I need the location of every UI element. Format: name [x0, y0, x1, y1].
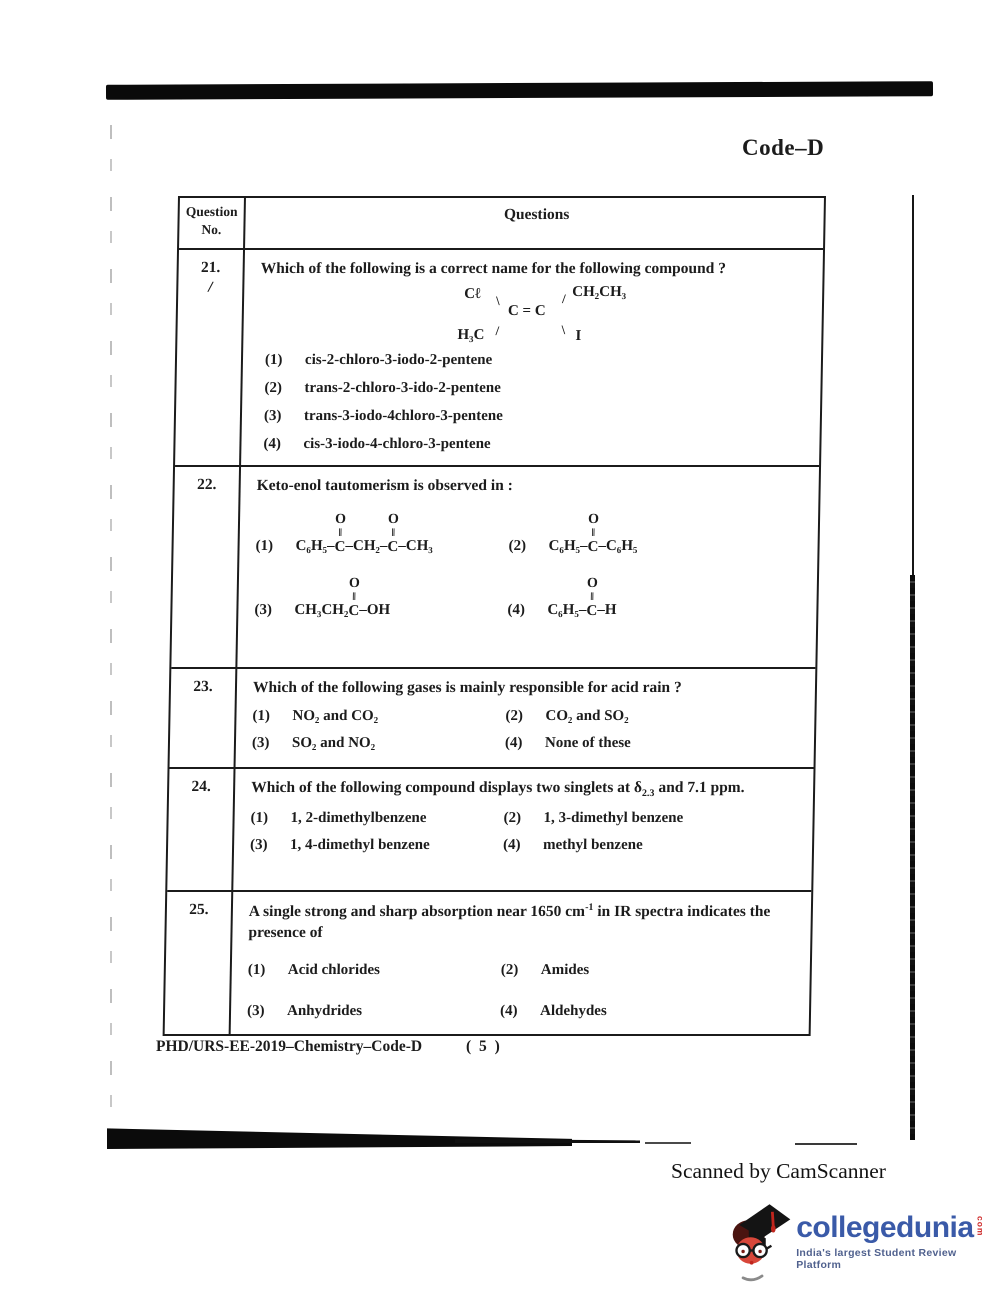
option-text: cis-3-iodo-4-chloro-3-pentene [303, 435, 491, 452]
option-4: (4) None of these [504, 734, 631, 751]
substituent-ethyl: CH₂CH₃ [572, 283, 627, 300]
question-text: Which of the following gases is mainly responsible for acid rain ? [252, 679, 682, 696]
scan-artifact-right-edge-thin [912, 195, 914, 575]
scan-artifact-right-edge-thick [910, 575, 915, 1140]
bond-line: \ [495, 292, 500, 308]
paper-footer [156, 1038, 676, 1056]
option-1: (1) C₆H₅– O ‖ C –CH₂– O ‖ C –CH₃ [255, 511, 434, 555]
option-2: (2) Amides [500, 962, 590, 978]
question-text: Keto-enol tautomerism is observed in : [256, 477, 514, 494]
question-row-25 [165, 890, 812, 1034]
bond-line: / [495, 322, 500, 338]
option-text: Amides [540, 962, 590, 978]
carbonyl-group: O ‖ C [348, 575, 360, 619]
substituent-chlorine: Cℓ [464, 285, 481, 302]
carbonyl-group: O ‖ C [387, 511, 399, 555]
option-text: methyl benzene [542, 836, 643, 853]
option-4: (4) cis-3-iodo-4-chloro-3-pentene [263, 435, 491, 452]
question-text: Which of the following compound displays two singlets at $\delta_{2.3}$ and 7.1 ppm. [251, 779, 745, 800]
option-1: (1) Acid chlorides [247, 962, 381, 978]
options-grid [250, 810, 801, 854]
collegedunia-logo [728, 1196, 993, 1288]
question-row-22 [171, 465, 819, 667]
question-number: 23. [193, 678, 213, 695]
substituent-methyl: H₃C [457, 326, 485, 343]
option-2: (2) CO₂ and SO₂ [505, 707, 629, 724]
page-number: ( 5 ) [466, 1038, 502, 1055]
option-text: None of these [544, 734, 631, 751]
chemical-formula: CH₃CH₂ O ‖ C –OH [294, 575, 391, 619]
scan-artifact-left-edge [110, 125, 112, 1130]
option-4: (4) methyl benzene [502, 836, 643, 853]
carbonyl-group: O ‖ C [586, 575, 598, 619]
option-1: (1) NO₂ and CO₂ [252, 707, 379, 724]
option-4: (4) Aldehydes [499, 1003, 607, 1019]
column-header-questions [245, 198, 824, 248]
option-text: Aldehydes [539, 1003, 607, 1019]
option-text: CO₂ and SO₂ [545, 707, 629, 724]
chemical-formula: C₆H₅– O ‖ C –H [547, 575, 617, 619]
handwritten-tick-mark: / [206, 278, 214, 297]
delta-subscript: 2.3 [641, 788, 655, 800]
chemical-formula: C₆H₅– O ‖ C –C₆H₅ [548, 511, 638, 555]
options-grid [254, 513, 806, 619]
option-text: trans-2-chloro-3-ido-2-pentene [304, 379, 502, 396]
option-1: (1) 1, 2-dimethylbenzene [250, 809, 427, 826]
question-row-23 [170, 667, 816, 767]
question-table [163, 196, 826, 1036]
option-3: (3) trans-3-iodo-4chloro-3-pentene [263, 407, 503, 424]
carbonyl-group: O ‖ C [334, 511, 347, 555]
scan-artifact-top-bar [106, 81, 933, 100]
option-3: (3) Anhydrides [246, 1003, 363, 1019]
option-4: (4) C₆H₅– O ‖ C –H [507, 575, 617, 619]
options-grid [252, 708, 803, 752]
question-row-24 [167, 767, 813, 890]
scan-artifact-dash [795, 1143, 857, 1145]
collegedunia-mascot-icon [728, 1196, 792, 1288]
option-text: cis-2-chloro-3-iodo-2-pentene [304, 351, 493, 368]
options-grid [247, 962, 798, 1020]
substituent-iodine: I [575, 327, 582, 344]
paper-code-label: Code–D [742, 135, 825, 160]
option-1: (1) cis-2-chloro-3-iodo-2-pentene [264, 351, 493, 368]
question-number: 21. [200, 259, 221, 276]
question-number: 25. [189, 901, 209, 918]
option-text: Acid chlorides [287, 962, 381, 978]
option-text: 1, 4-dimethyl benzene [289, 836, 430, 853]
paper-code-footer: PHD/URS-EE-2019–Chemistry–Code-D [156, 1038, 423, 1055]
option-2: (2) trans-2-chloro-3-ido-2-pentene [264, 379, 502, 396]
compound-structure-diagram [457, 283, 643, 344]
scan-artifact-bottom-bar [107, 1128, 572, 1149]
option-text: trans-3-iodo-4chloro-3-pentene [303, 407, 503, 424]
question-text: A single strong and sharp absorption near 1650 $cm^{-1}$ in IR spectra indicates the presence of [248, 902, 771, 942]
camscanner-credit: Scanned by CamScanner [671, 1159, 886, 1183]
bond-line: \ [561, 321, 566, 337]
chemical-formula: C₆H₅– O ‖ C –CH₂– O ‖ C –CH₃ [295, 511, 434, 555]
wavenumber-superscript: -1 [585, 902, 594, 913]
question-row-21 [175, 248, 823, 465]
brand-name: collegedunia [796, 1211, 974, 1244]
brand-tagline: India's largest Student Review Platform [796, 1247, 957, 1271]
double-bond-carbons: C = C [507, 302, 546, 319]
column-header-question-no: Question No. [179, 198, 246, 248]
option-3: (3) CH₃CH₂ O ‖ C –OH [254, 575, 391, 619]
option-3: (3) 1, 4-dimethyl benzene [249, 836, 430, 853]
option-text: Anhydrides [286, 1003, 363, 1019]
carbonyl-group: O ‖ C [587, 511, 600, 555]
option-text: NO₂ and CO₂ [292, 707, 379, 724]
option-2: (2) 1, 3-dimethyl benzene [503, 809, 684, 826]
option-2: (2) C₆H₅– O ‖ C –C₆H₅ [508, 511, 638, 555]
bond-line: / [561, 290, 566, 306]
question-text: Which of the following is a correct name for the following compound ? [260, 260, 727, 277]
question-number: 24. [191, 778, 212, 795]
brand-tld: com [975, 1216, 986, 1237]
scan-artifact-dash [645, 1142, 691, 1144]
option-text: 1, 3-dimethyl benzene [543, 809, 684, 826]
table-header-row [179, 198, 824, 248]
option-text: SO₂ and NO₂ [291, 734, 376, 751]
option-3: (3) SO₂ and NO₂ [251, 734, 376, 751]
options-list [257, 352, 809, 453]
question-number: 22. [196, 476, 217, 493]
option-text: 1, 2-dimethylbenzene [290, 809, 427, 826]
questions-header-label: Questions [503, 206, 570, 223]
